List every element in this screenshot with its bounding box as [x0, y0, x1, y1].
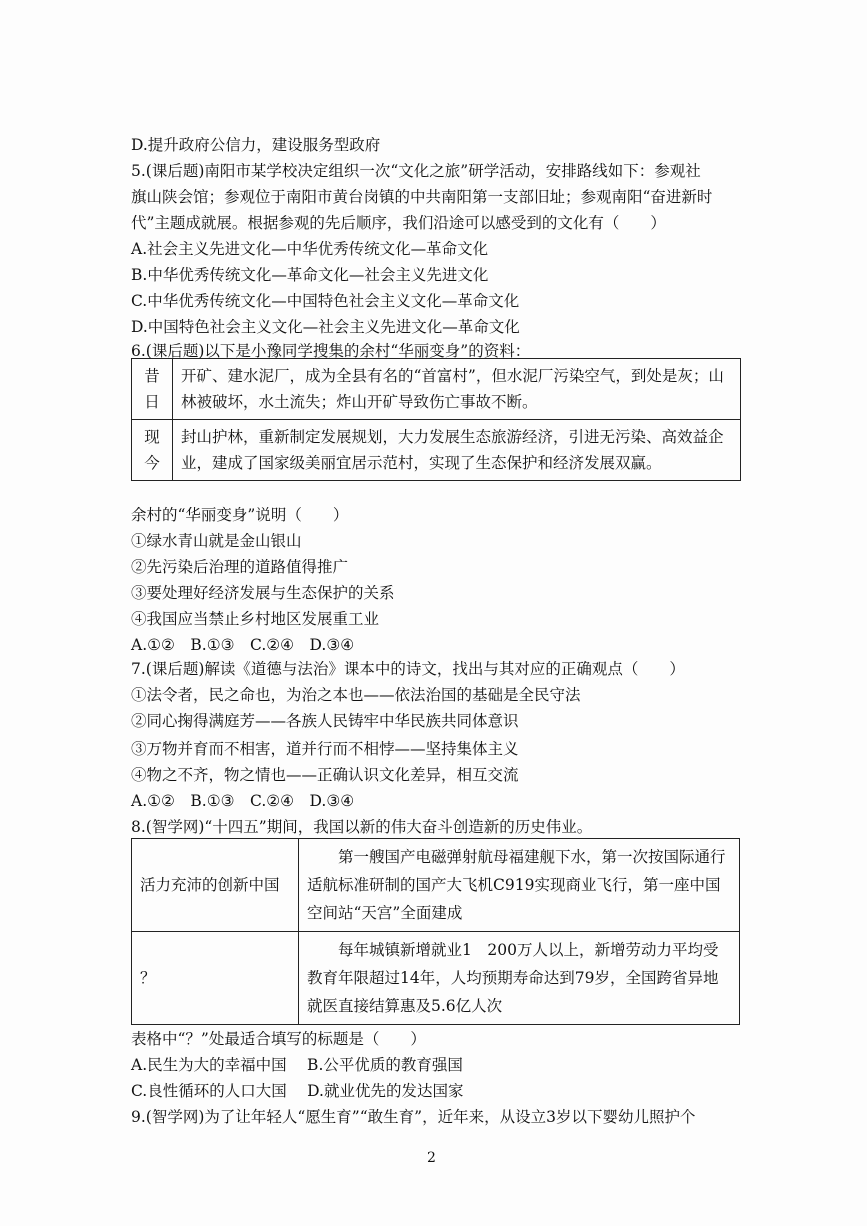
q4-option-d: D.提升政府公信力，建设服务型政府	[131, 136, 381, 154]
q5-stem-line3: 代”主题成就展。根据参观的先后顺序，我们沿途可以感受到的文化有（ ）	[131, 214, 666, 232]
table-cell-innovation-text: 第一艘国产电磁弹射航母福建舰下水，第一次按国际通行适航标准研制的国产大飞机C919实现商业飞行，第一座中国空间站“天宫”全面建成	[299, 839, 740, 932]
q7-statement-3: ③万物并育而不相害，道并行而不相悖——坚持集体主义	[131, 740, 519, 758]
q6-statement-1: ①绿水青山就是金山银山	[131, 532, 302, 550]
page-number: 2	[427, 1150, 436, 1166]
q6-stem: 6.(课后题)以下是小豫同学搜集的余村“华丽变身”的资料：	[131, 342, 531, 360]
yucun-comparison-table	[131, 358, 741, 481]
table-row	[132, 359, 741, 420]
q6-answer-options: A.①② B.①③ C.②④ D.③④	[131, 636, 355, 654]
q6-statement-3: ③要处理好经济发展与生态保护的关系	[131, 584, 395, 602]
q8-options-ab: A.民生为大的幸福中国 B.公平优质的教育强国	[131, 1056, 463, 1074]
q9-stem: 9.(智学网)为了让年轻人“愿生育”“敢生育”，近年来，从设立3岁以下婴幼儿照护个	[131, 1108, 696, 1126]
table-cell-past-text: 开矿、建水泥厂，成为全县有名的“首富村”，但水泥厂污染空气，到处是灰；山林被破坏，水土流失；炸山开矿导致伤亡事故不断。	[173, 359, 741, 420]
q7-statement-2: ②同心掬得满庭芳——各族人民铸牢中华民族共同体意识	[131, 712, 519, 730]
q5-stem-line2: 旗山陕会馆；参观位于南阳市黄台岗镇的中共南阳第一支部旧址；参观南阳“奋进新时	[131, 188, 713, 206]
table-cell-innovation-label: 活力充沛的创新中国	[132, 839, 299, 932]
q5-option-c: C.中华优秀传统文化—中国特色社会主义文化—革命文化	[131, 292, 520, 310]
table-cell-unknown-label: ？	[132, 932, 299, 1025]
q5-option-a: A.社会主义先进文化—中华优秀传统文化—革命文化	[131, 240, 489, 258]
q6-statement-2: ②先污染后治理的道路值得推广	[131, 558, 349, 576]
q6-question: 余村的“华丽变身”说明（ ）	[131, 506, 349, 524]
q7-stem: 7.(课后题)解读《道德与法治》课本中的诗文，找出与其对应的正确观点（ ）	[131, 660, 685, 678]
table-cell-past-label: 昔日	[132, 359, 173, 420]
q8-options-cd: C.良性循环的人口大国 D.就业优先的发达国家	[131, 1082, 464, 1100]
q5-option-d: D.中国特色社会主义文化—社会主义先进文化—革命文化	[131, 318, 520, 336]
q7-answer-options: A.①② B.①③ C.②④ D.③④	[131, 792, 355, 810]
q8-stem: 8.(智学网)“十四五”期间，我国以新的伟大奋斗创造新的历史伟业。	[131, 818, 593, 836]
q8-question: 表格中“？”处最适合填写的标题是（ ）	[131, 1030, 426, 1048]
table-row	[132, 932, 740, 1025]
q5-stem-line1: 5.(课后题)南阳市某学校决定组织一次“文化之旅”研学活动，安排路线如下：参观社	[131, 162, 701, 180]
table-cell-livelihood-text: 每年城镇新增就业1 200万人以上，新增劳动力平均受教育年限超过14年，人均预期寿命达到79岁，全国跨省异地就医直接结算惠及5.6亿人次	[299, 932, 740, 1025]
table-cell-now-label: 现今	[132, 420, 173, 481]
table-row	[132, 839, 740, 932]
fourteenth-plan-table	[131, 838, 740, 1025]
table-row	[132, 420, 741, 481]
q6-statement-4: ④我国应当禁止乡村地区发展重工业	[131, 610, 380, 628]
q5-option-b: B.中华优秀传统文化—革命文化—社会主义先进文化	[131, 266, 489, 284]
q7-statement-4: ④物之不齐，物之情也——正确认识文化差异，相互交流	[131, 766, 519, 784]
table-cell-now-text: 封山护林，重新制定发展规划，大力发展生态旅游经济，引进无污染、高效益企业，建成了国家级美丽宜居示范村，实现了生态保护和经济发展双赢。	[173, 420, 741, 481]
q7-statement-1: ①法令者，民之命也，为治之本也——依法治国的基础是全民守法	[131, 686, 581, 704]
